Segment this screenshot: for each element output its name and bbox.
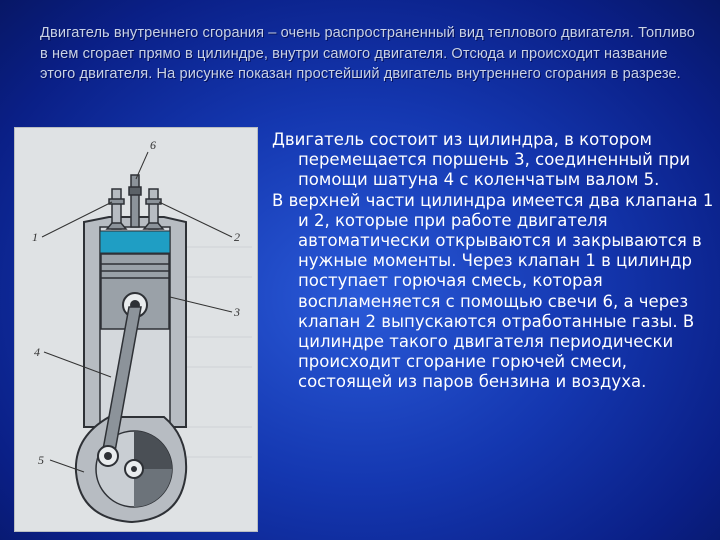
spark-plug [129,175,141,227]
engine-cross-section-figure [14,127,258,532]
label-4: 4 [34,345,40,359]
engine-diagram [14,127,258,532]
combustion-chamber [100,231,170,253]
label-3: 3 [234,305,240,319]
paragraph-valves: В верхней части цилиндра имеется два клапана 1 и 2, которые при работе двигателя автоматически открываются и закрываются в нужные моменты. Через клапан 1 в цилиндр поступает горючая смесь, которая воспламеняется с помощью свечи 6, а через клапан 2 выпускаются отработанные газы. В цилиндре такого двигателя периодически происходит сгорание горючей смеси, состоящей из паров бензина и воздуха. [272,190,714,392]
body-text [272,130,717,393]
label-1: 1 [32,230,38,244]
intro-text: Двигатель внутреннего сгорания – очень распространенный вид теплового двигателя. Топливо в нем сгорает прямо в цилиндре, внутри самого двигателя. Отсюда и происходит название этого двигателя. На рисунке показан простейший двигатель внутреннего сгорания в разрезе. [40,25,695,82]
paragraph-engine-structure: Двигатель состоит из цилиндра, в котором перемещается поршень 3, соединенный при помощи шатуна 4 с коленчатым валом 5. [272,130,691,190]
label-6: 6 [150,138,156,152]
label-5: 5 [38,453,44,467]
label-2: 2 [234,230,240,244]
